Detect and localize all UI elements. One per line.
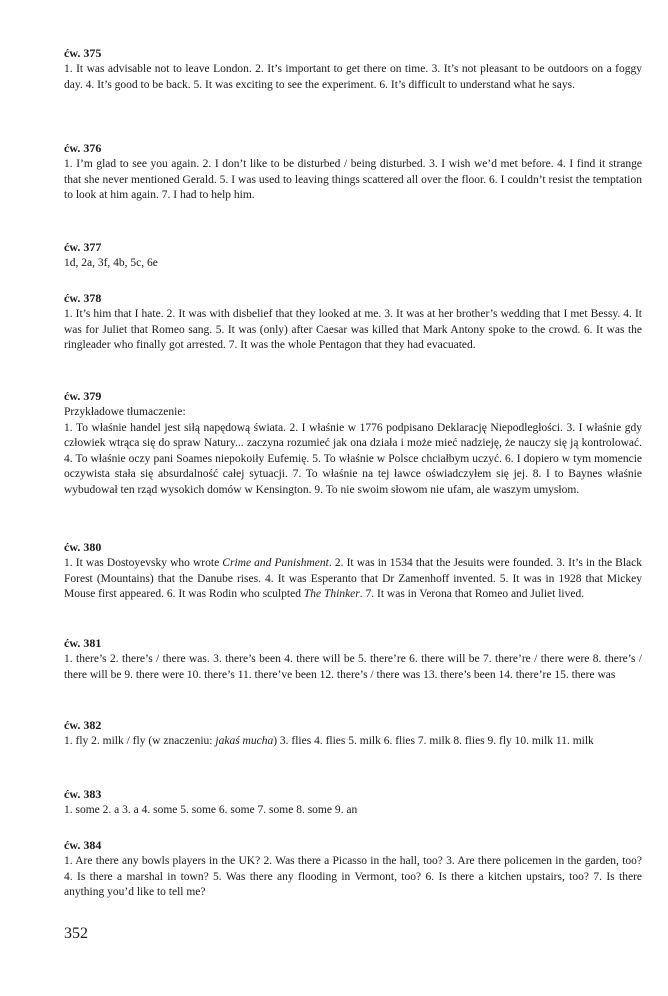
exercise-answers: 1. It was advisable not to leave London. 2. It’s important to get there on time. 3. It’s not pleasant to be outdoors on a foggy day. 4. It’s good to be back. 5. It was exciting to see the experiment. 6. It’s difficult to understand what he says. — [64, 63, 642, 91]
exercise-answers: 1. It’s him that I hate. 2. It was with disbelief that they looked at me. 3. It was at her brother’s wedding that I met Bessy. 4. It was for Juliet that Romeo sang. 5. It was (only) after Caesar was killed that Mark Antony spoke to the crowd. 6. It was the ringleader who finally got arrested. 7. It was the whole Pentagon that they had evacuated. — [64, 308, 642, 351]
answer-text: ) 3. flies 4. flies 5. milk 6. flies 7. milk 8. flies 9. fly 10. milk 11. milk — [273, 735, 594, 747]
exercise-title: ćw. 376 — [64, 141, 102, 155]
exercise-title: ćw. 380 — [64, 540, 102, 554]
exercise-answers: 1. I’m glad to see you again. 2. I don’t like to be disturbed / being disturbed. 3. I wish we’d met before. 4. I find it strange that she never mentioned Gerald. 5. I was used to leaving things scattered all over the floor. 6. I couldn’t resist the temptation to look at him again. 7. I had to help him. — [64, 158, 642, 201]
exercise-382 — [64, 718, 642, 750]
exercise-answers: 1. some 2. a 3. a 4. some 5. some 6. some 7. some 8. some 9. an — [64, 804, 358, 816]
exercise-title: ćw. 378 — [64, 291, 102, 305]
exercise-title: ćw. 382 — [64, 718, 102, 732]
exercise-title: ćw. 384 — [64, 838, 102, 852]
answer-text: 1. fly 2. milk / fly (w znaczeniu: — [64, 735, 216, 747]
exercise-381 — [64, 636, 642, 683]
sculpture-title: The Thinker — [303, 588, 360, 600]
exercise-answers: 1. To właśnie handel jest siłą napędową świata. 2. I właśnie w 1776 podpisano Deklarację Niepodległości. 3. I właśnie gdy człowiek wtrąca się do spraw Natury... zaczyna rozumieć jak ona działa i może mieć nadzieję, że nauczy się ją kontrolować. 4. To właśnie oczy pani Soames niepokoiły Eufemię. 5. To właśnie w Polsce chciałbym uczyć. 6. I dopiero w tym momencie oczywista stała się absurdalność całej sytuacji. 7. To właśnie na tej ławce oświadczyłem się jej. 8. I to Baynes właśnie wybudował ten rząd wysokich domów w Kensington. 9. To nie swoim słowom nie ufam, ale waszym umysłom. — [64, 421, 642, 496]
book-title: Crime and Punishment — [222, 557, 329, 569]
exercise-title: ćw. 379 — [64, 389, 102, 403]
exercise-title: ćw. 375 — [64, 46, 102, 60]
exercise-380 — [64, 540, 642, 603]
exercise-376 — [64, 141, 642, 204]
answer-text: . 2. It was in 1534 that the Jesuits were founded. 3. It’s in the Black Forest (Mountains) that the Danube rises. 4. It was Esperanto that Dr Zamenhoff invented. 5. It was in 1928 that Mickey Mouse first appeared. 6. It was Rodin who sculpted — [64, 557, 642, 600]
exercise-375 — [64, 46, 642, 93]
exercise-378 — [64, 291, 642, 354]
exercise-title: ćw. 377 — [64, 240, 102, 254]
exercise-383 — [64, 787, 642, 819]
exercise-379 — [64, 389, 642, 498]
page-number: 352 — [64, 925, 88, 942]
exercise-title: ćw. 381 — [64, 636, 102, 650]
exercise-title: ćw. 383 — [64, 787, 102, 801]
exercise-answers: 1. Are there any bowls players in the UK? 2. Was there a Picasso in the hall, too? 3. Are there policemen in the garden, too? 4. Is there a marshal in town? 5. Was there any flooding in Vermont, too? 6. Is there a kitchen upstairs, too? 7. Is there anything you’d like to tell me? — [64, 855, 642, 898]
exercise-intro: Przykładowe tłumaczenie: — [64, 406, 186, 418]
answer-text: . 7. It was in Verona that Romeo and Juliet lived. — [359, 588, 585, 600]
exercise-answers: 1d, 2a, 3f, 4b, 5c, 6e — [64, 257, 158, 269]
exercise-377 — [64, 240, 642, 272]
exercise-answers — [64, 734, 642, 750]
answer-text: 1. It was Dostoyevsky who wrote — [64, 557, 223, 569]
exercise-answers: 1. there’s 2. there’s / there was. 3. there’s been 4. there will be 5. there’re 6. there will be 7. there’re / there were 8. there’s / there will be 9. there were 10. there’s 11. there’ve been 12. there’s / there was 13. there’s been 14. there’re 15. there was — [64, 653, 642, 681]
exercise-answers — [64, 556, 642, 603]
exercise-384 — [64, 838, 642, 901]
gloss-italic: jakaś mucha — [215, 735, 274, 747]
